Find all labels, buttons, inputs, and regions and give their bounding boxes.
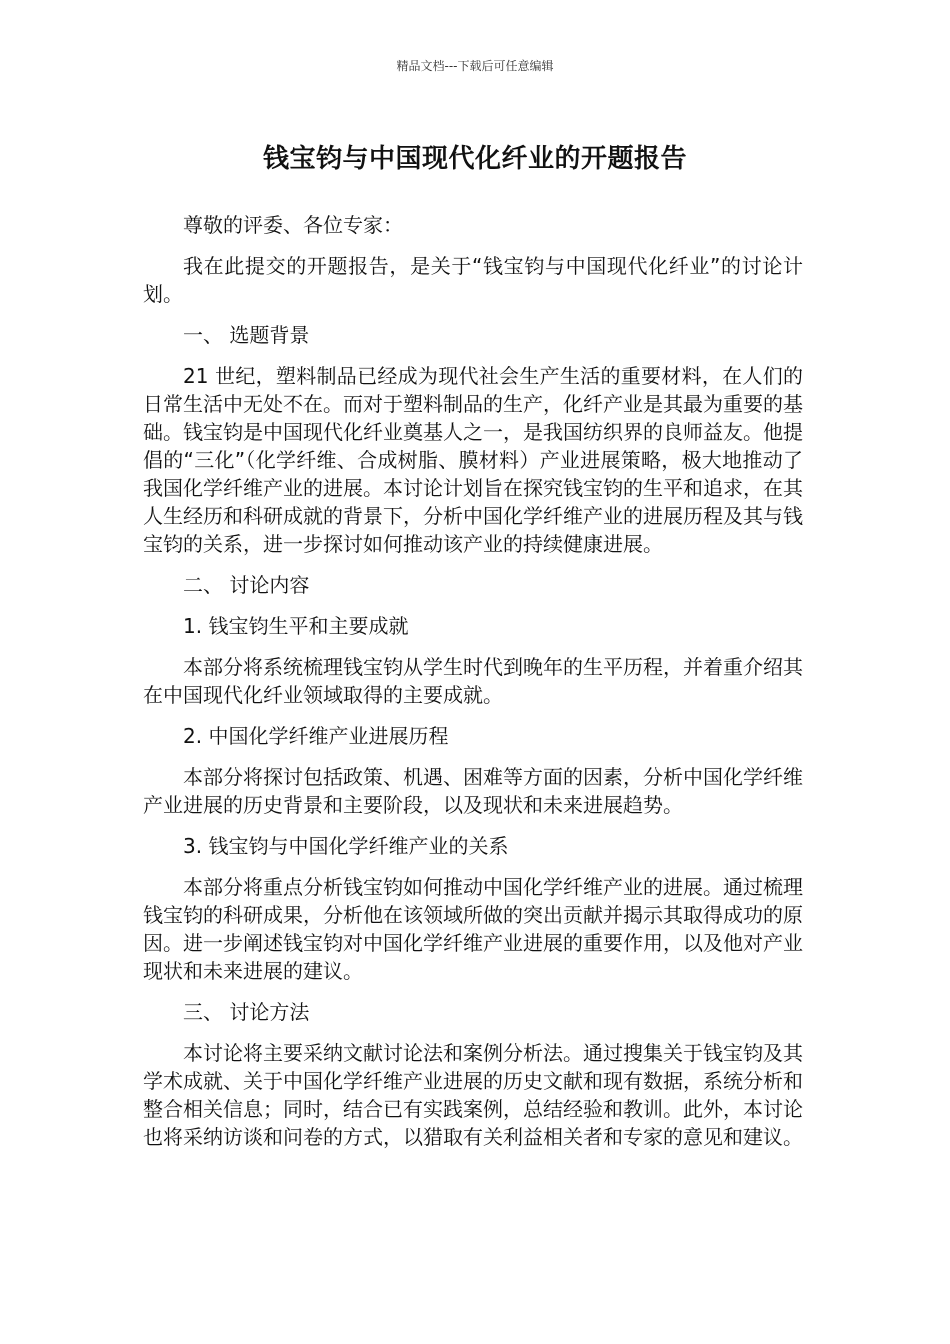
document-body — [143, 211, 803, 1164]
subsection-heading-1: 1. 钱宝钧生平和主要成就 — [183, 614, 409, 638]
method-paragraph: 本讨论将主要采纳文献讨论法和案例分析法。通过搜集关于钱宝钧及其学术成就、关于中国化学纤维产业进展的历史文献和现有数据，系统分析和整合相关信息；同时，结合已有实践案例，总结经验和教训。此外，本讨论也将采纳访谈和问卷的方式，以猎取有关利益相关者和专家的意见和建议。 — [143, 1041, 803, 1149]
section-heading-content: 二、 讨论内容 — [183, 573, 310, 597]
salutation: 尊敬的评委、各位专家： — [183, 213, 403, 237]
subsection-paragraph-1: 本部分将系统梳理钱宝钧从学生时代到晚年的生平历程，并着重介绍其在中国现代化纤业领域取得的主要成就。 — [143, 655, 803, 707]
subsection-paragraph-3: 本部分将重点分析钱宝钧如何推动中国化学纤维产业的进展。通过梳理钱宝钧的科研成果，分析他在该领域所做的突出贡献并揭示其取得成功的原因。进一步阐述钱宝钧对中国化学纤维产业进展的重要作用，以及他对产业现状和未来进展的建议。 — [143, 875, 803, 983]
subsection-paragraph-2: 本部分将探讨包括政策、机遇、困难等方面的因素，分析中国化学纤维产业进展的历史背景和主要阶段，以及现状和未来进展趋势。 — [143, 765, 803, 817]
intro-paragraph: 我在此提交的开题报告，是关于“钱宝钧与中国现代化纤业”的讨论计划。 — [143, 254, 803, 306]
section-heading-method: 三、 讨论方法 — [183, 1000, 310, 1024]
document-title: 钱宝钧与中国现代化纤业的开题报告 — [262, 144, 687, 174]
background-paragraph: 21 世纪，塑料制品已经成为现代社会生产生活的重要材料，在人们的日常生活中无处不在。而对于塑料制品的生产，化纤产业是其最为重要的基础。钱宝钧是中国现代化纤业奠基人之一，是我国纺织界的良师益友。他提倡的“三化”（化学纤维、合成树脂、膜材料）产业进展策略，极大地推动了我国化学纤维产业的进展。本讨论计划旨在探究钱宝钧的生平和追求，在其人生经历和科研成就的背景下，分析中国化学纤维产业的进展历程及其与钱宝钧的关系，进一步探讨如何推动该产业的持续健康进展。 — [143, 364, 803, 556]
subsection-heading-2: 2. 中国化学纤维产业进展历程 — [183, 724, 449, 748]
subsection-heading-3: 3. 钱宝钧与中国化学纤维产业的关系 — [183, 834, 509, 858]
header-note: 精品文档---下载后可任意编辑 — [396, 59, 554, 73]
section-heading-background: 一、 选题背景 — [183, 323, 310, 347]
